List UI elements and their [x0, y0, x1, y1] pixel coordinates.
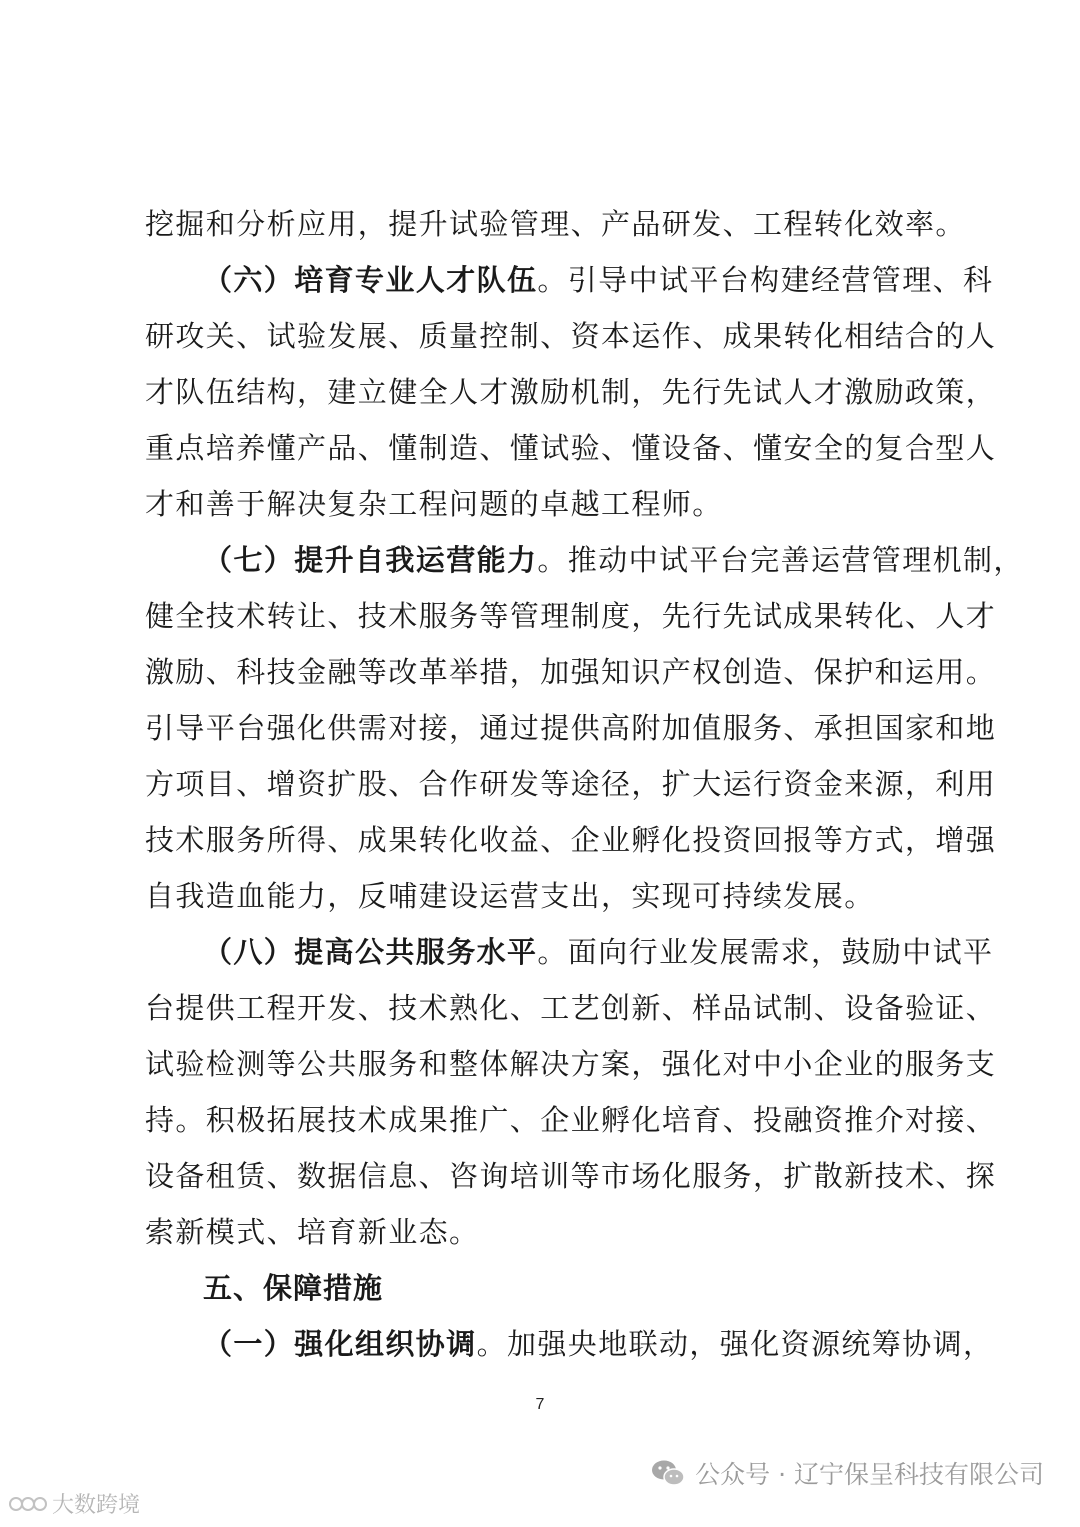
- item-title: （七）提升自我运营能力: [203, 543, 538, 577]
- item-title: （一）强化组织协调: [203, 1327, 477, 1361]
- paragraph-line: 设备租赁、数据信息、咨询培训等市场化服务，扩散新技术、探: [145, 1159, 997, 1193]
- item-title: （八）提高公共服务水平: [203, 935, 538, 969]
- paragraph-line: 索新模式、培育新业态。: [145, 1215, 480, 1249]
- paragraph-line: 研攻关、试验发展、质量控制、资本运作、成果转化相结合的人: [145, 319, 997, 353]
- paragraph-line: 试验检测等公共服务和整体解决方案，强化对中小企业的服务支: [145, 1047, 997, 1081]
- page-number: 7: [535, 1396, 545, 1413]
- paragraph-line: 持。积极拓展技术成果推广、企业孵化培育、投融资推介对接、: [145, 1103, 997, 1137]
- paragraph-line: （一）强化组织协调。加强央地联动，强化资源统筹协调，: [203, 1327, 994, 1361]
- wechat-icon: [651, 1459, 685, 1487]
- paragraph-line: 技术服务所得、成果转化收益、企业孵化投资回报等方式，增强: [145, 823, 997, 857]
- section-heading: 五、保障措施: [203, 1271, 384, 1305]
- paragraph-line: 健全技术转让、技术服务等管理制度，先行先试成果转化、人才: [145, 599, 997, 633]
- paragraph-line: 自我造血能力，反哺建设运营支出，实现可持续发展。: [145, 879, 875, 913]
- brand-watermark-text: 大数跨境: [52, 1493, 141, 1518]
- paragraph-line: （六）培育专业人才队伍。引导中试平台构建经营管理、科: [203, 263, 994, 297]
- paragraph-line: 激励、科技金融等改革举措，加强知识产权创造、保护和运用。: [145, 655, 997, 689]
- item-title: （六）培育专业人才队伍: [203, 263, 538, 297]
- wechat-account-text: 公众号 · 辽宁保呈科技有限公司: [695, 1460, 1044, 1489]
- paragraph-line: （七）提升自我运营能力。推动中试平台完善运营管理机制，: [203, 543, 1024, 577]
- paragraph-line: （八）提高公共服务水平。面向行业发展需求，鼓励中试平: [203, 935, 994, 969]
- brand-logo-icon: [8, 1492, 48, 1516]
- wechat-account-watermark: [651, 1455, 1044, 1491]
- paragraph-line: 引导平台强化供需对接，通过提供高附加值服务、承担国家和地: [145, 711, 997, 745]
- paragraph-line: 挖掘和分析应用，提升试验管理、产品研发、工程转化效率。: [145, 207, 966, 241]
- paragraph-line: 才和善于解决复杂工程问题的卓越工程师。: [145, 487, 723, 521]
- brand-watermark: [8, 1488, 140, 1519]
- paragraph-line: 台提供工程开发、技术熟化、工艺创新、样品试制、设备验证、: [145, 991, 997, 1025]
- paragraph-line: 重点培养懂产品、懂制造、懂试验、懂设备、懂安全的复合型人: [145, 431, 997, 465]
- paragraph-line: 方项目、增资扩股、合作研发等途径，扩大运行资金来源，利用: [145, 767, 997, 801]
- paragraph-line: 才队伍结构，建立健全人才激励机制，先行先试人才激励政策，: [145, 375, 997, 409]
- document-body: [145, 196, 1024, 1372]
